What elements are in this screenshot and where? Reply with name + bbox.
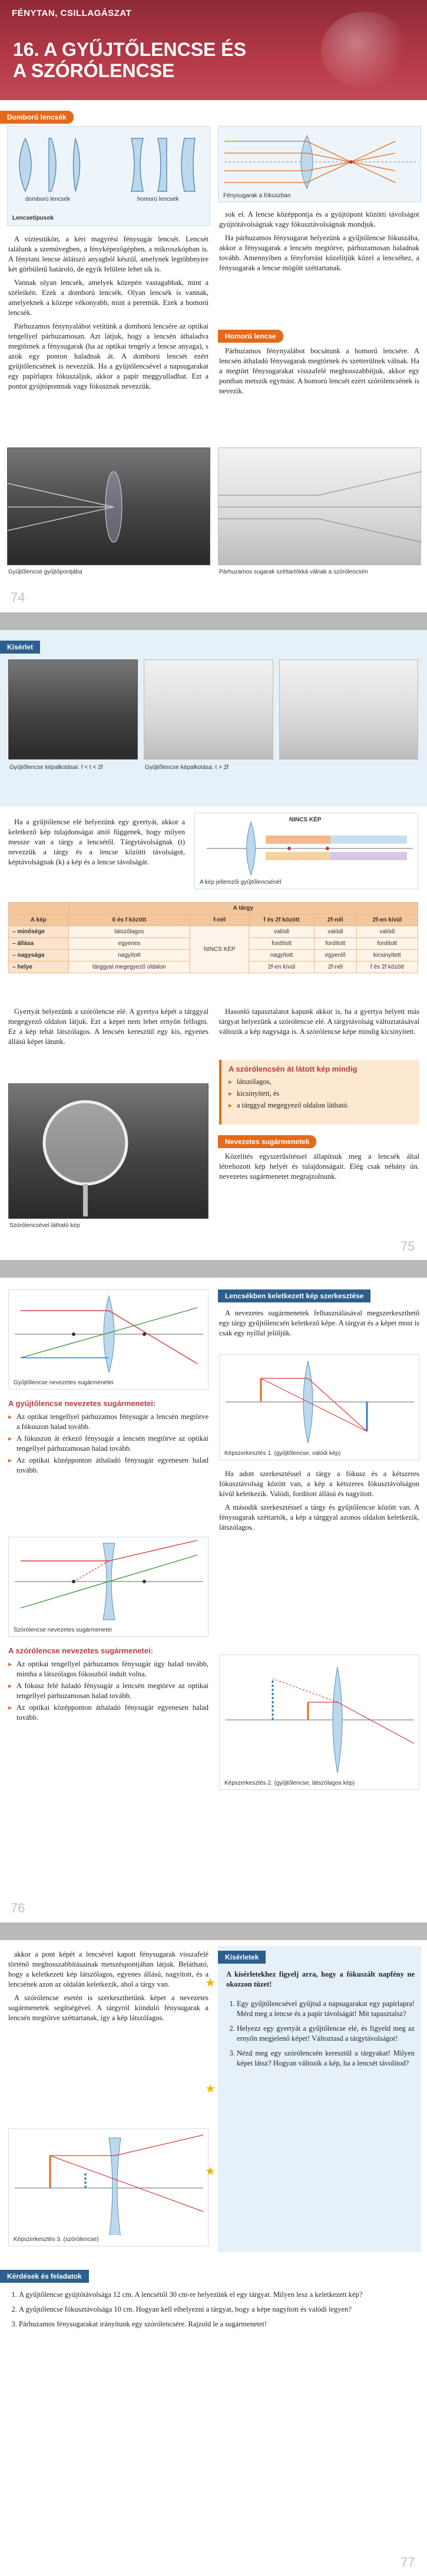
questions-list [8, 2290, 415, 2334]
summary-title: A szórólencsén át látott kép mindig [229, 1065, 358, 1073]
paragraph: Közelítés egyszerűsítéssel állapítsuk meg a lencsék által létrehozott kép helyét és tulajdonságait. Elég csak néhány ún. nevezetes sugármenetet megrajzolnunk. [219, 1152, 419, 1181]
header-decoration [321, 12, 409, 88]
list-item: 2. Helyezz egy gyertyát a gyűjtőlencse elé, és figyeld meg az ernyőn megjelenő képet! Változtasd a tárgytávolságot! [237, 2024, 415, 2044]
concave-image-text [8, 1007, 208, 1050]
photo-rays [8, 448, 211, 566]
tag-experiment: Kísérlet [0, 641, 40, 654]
focus-beam-figure [218, 126, 421, 203]
page-75 [0, 630, 427, 1260]
tag-experiments: Kísérletek [218, 1951, 266, 1964]
table-row: – állása egyenes fordított fordított fordított [9, 938, 418, 950]
list-item: ▶ Az optikai tengellyel párhuzamos fénysugár a lencsén megtörve a fókuszon halad tovább. [8, 1412, 208, 1432]
summary-list [229, 1077, 412, 1110]
virtual-image-construction [220, 1655, 420, 1779]
convex-rays-text [8, 1398, 208, 1477]
construct-figure-2 [219, 1655, 419, 1790]
list-item: 3. Nézd meg egy szórólencsén keresztül a tárgyakat! Milyen képet látsz? Hogyan változik a kép, ha a lencsét távolítod? [237, 2048, 415, 2068]
paragraph: A nevezetes sugármenetek felhasználásával megszerkeszthető egy tárgy gyűjtőlencsén keletkező képe. A tárgyat és a képet most is csak egy nyíllal jelöljük. [219, 1309, 419, 1337]
construct-text [219, 1308, 419, 1342]
list-item: ▶ Az optikai tengellyel párhuzamos fénysugár úgy halad tovább, mintha a látszólagos fókuszból indult volna. [8, 1659, 208, 1679]
figure-label: Lencsetípusok [12, 215, 54, 221]
star-icon: ★ [205, 2164, 216, 2178]
paragraph: Párhuzamos fénynyalábot vetítünk a domború lencsére az optikai tengellyel párhuzamosan. Azt látjuk, hogy a lencsén áthaladva megtörnek a fénysugarak (ha az optikai tengely a lencse anyaga), s azok egy ponton haladnak át. A domború lencsét ezért gyűjtőlencsének is nevezzük. Ha a gyűjtőlencsével a napsugarakat egy papírlapra fókuszáljuk, akkor a papír meggyulladhat. Ezt a pontot gyújtópontnak vagy fókusznak nevezzük. [8, 322, 208, 390]
table-row: – minősége látszólagos NINCS KÉP valódi valódi valódi [9, 926, 418, 938]
diagram-caption: Képszerkesztés 2. (gyűjtőlencse, látszólagos kép) [224, 1780, 355, 1786]
rays-title: A gyűjtőlencse nevezetes sugármenetei: [8, 1399, 156, 1408]
list-item: ▶ látszólagos, [229, 1077, 412, 1087]
concave-construct-figure [8, 2129, 208, 2246]
lens-shapes-illustration [8, 127, 211, 227]
image-properties-text [8, 817, 185, 871]
tag-questions: Kérdések és feladatok [0, 2270, 89, 2283]
table-header: 0 és f között [68, 914, 190, 926]
star-icon: ★ [205, 1975, 216, 1990]
list-item: ▶ kicsinyített, és [229, 1089, 412, 1099]
photo-rays-diverging [219, 448, 422, 566]
tag-convex-lenses: Domború lencsék [0, 111, 74, 124]
concave-lens-photo [8, 1083, 208, 1219]
concave-rays-diagram [8, 1537, 208, 1637]
photo-concave-lens [218, 447, 421, 565]
no-image-cell: NINCS KÉP [190, 926, 249, 973]
col2-text [219, 210, 419, 277]
table-header: f és 2f között [249, 914, 315, 926]
image-properties-diagram [194, 813, 418, 889]
list-item: ▶ Az optikai középponton áthaladó fénysugár egyenesen halad tovább. [8, 1703, 208, 1723]
rays-title: A szórólencse nevezetes sugármenetei: [8, 1646, 153, 1655]
concave-rays-list [8, 1659, 208, 1723]
experiment-photo-2 [144, 659, 273, 760]
paragraph: Vannak olyan lencsék, amelyek közepén vastagabbak, mint a széleikén. Ezek a domború lencsék. Olyan lencsék is vannak, amelyeknek a közepe vékonyabb, mint a peremük. Ezek a homorú lencsék. [8, 279, 208, 317]
converging-rays-diagram [219, 127, 422, 203]
page-number: 75 [400, 1239, 415, 1254]
diagram-caption: Képszerkesztés 1. (gyűjtőlencse, valódi kép) [224, 1450, 341, 1457]
experiments-box [218, 1946, 421, 2252]
paragraph: Gyertyát helyezünk a szórólencse elé. A gyertya képét a tárggyal megegyező oldalon látjuk. Ezt a képet nem lehet ernyőn felfogni. Ez a kép tehát látszólagos. A lencsén keresztül egy kis, egyenes állású képet látunk. [8, 1007, 208, 1046]
diagram-caption: Szórólencse nevezetes sugármenetei [14, 1627, 112, 1633]
magnifier-illustration [9, 1084, 209, 1219]
concave-rays-text [8, 1646, 208, 1725]
list-item: ▶ a tárggyal megegyező oldalon látható. [229, 1100, 412, 1110]
tag-concave-lens: Homorú lencse [218, 330, 283, 343]
page-74 [0, 0, 427, 612]
paragraph: Ha párhuzamos fénysugarat helyezünk a gyűjtőlencse fókuszába, akkor a fénysugarak a lencsén megtörve, párhuzamosan haladnak tovább. Amennyiben a fényforrást közelítjük közel a lencséhez, a fénysugarak a lencse mögött széttartanak. [219, 234, 419, 272]
photo-convex-lens [7, 447, 210, 565]
caption-concave: homorú lencsék [137, 196, 179, 203]
convex-rays-diagram [8, 1289, 208, 1390]
real-image-construction [220, 1355, 420, 1449]
col1-text [8, 234, 208, 395]
list-item: 1. Egy gyűjtőlencsével gyűjtsd a napsugarakat egy papírlapra! Mérd meg a lencse és a papír távolságát! Mit tapasztalsz? [237, 1999, 415, 2019]
list-item: 2. A gyűjtőlencse fókusztávolsága 10 cm. Hogyan kell elhelyezni a tárgyat, hogy a képe nagyított és valódi legyen? [19, 2305, 415, 2315]
caption-convex: domború lencsék [25, 196, 71, 203]
table-title: A tárgy [68, 903, 418, 914]
paragraph: akkor a pont képét a lencsével kapott fénysugarak visszafelé történő meghosszabbításainak metszéspontjában látjuk. Belátható, hogy a keletkezett kép látszólagos, egyenes állású, nagyított, és a lencsének azon az oldalán keletkezik, ahol a tárgy van. [8, 1950, 208, 1988]
experiment-photo-3 [279, 659, 418, 760]
paragraph: sok el. A lencse középpontja és a gyújtópont közötti távolságot gyújtótávolságnak vagy fókusztávolságnak mondjuk. [219, 210, 419, 228]
diagram-caption: Gyűjtőlencse nevezetes sugármenetei [14, 1380, 114, 1386]
experiment-caption-1: Gyűjtőlencse képalkotásai: f < t < 2f [9, 764, 103, 771]
convex-ray-paths [9, 1290, 209, 1378]
image-properties-table [8, 902, 418, 973]
list-item: 3. Párhuzamos fénysugarakat irányítunk egy szórólencsére. Rajzold le a sugármenetet! [19, 2319, 415, 2329]
diagram-caption: Képszerkesztés 3. (szórólencse) [14, 2236, 99, 2243]
table-header: A kép [9, 914, 69, 926]
paragraph: A víztestükön, a kéri magyrési fénysugár lencsét. Lencsét találunk a szemüvegben, a fényképezőgépben, a mikroszkópban is. A fénytani lencse átlátszó anyagból készül, amelynek legtöbbnyire két görbületű határoló, de egyik felülete lehet sík is. [8, 235, 208, 273]
concave-image-construction [9, 2129, 209, 2235]
chapter-header [0, 0, 427, 100]
table-row: – nagysága nagyított nagyított egyenlő kicsinyített [9, 950, 418, 962]
chapter-title: 16. A GYŰJTŐLENCSE ÉS A SZÓRÓLENCSE [13, 39, 246, 81]
list-item: ▶ Az optikai középponton áthaladó fénysugár egyenesen halad tovább. [8, 1456, 208, 1476]
diagram-caption: A kép jellemzői gyűjtőlencsénél [200, 879, 282, 886]
paragraph: Ha a gyűjtőlencse elé helyezünk egy gyertyát, akkor a keletkező kép tulajdonságai attól függenek, hogy milyen messze van a tárgy a lencsétől. Tárgytávolságnak (t) nevezzük a tárgy és a lencse közötti távolságot, képtávolságnak (k) a kép és a lencse távolságát. [8, 818, 185, 866]
paragraph: Hasonló tapasztalatot kapunk akkor is, ha a gyertya helyett más tárgyat helyezünk a szórólencse elé. A tárgytávolság változtatásával változik a kép nagysága is. A szórólencse képe mindig kicsinyített. [219, 1007, 419, 1036]
list-item: ▶ A fókusz felé haladó fénysugár a lencsén megtörve az optikai tengellyel párhuzamosan halad tovább. [8, 1681, 208, 1701]
page-number: 74 [11, 590, 25, 605]
caption-beam: Fénysugarak a fókuszban [223, 193, 291, 199]
construct-text-2 [219, 1469, 419, 1536]
table-header: 2f-nél [314, 914, 356, 926]
page-number: 76 [11, 1901, 25, 1915]
experiment-list [226, 1999, 415, 2073]
paragraph: Párhuzamos fénynyalábot bocsátunk a homorú lencsére. A lencsén áthaladó fénysugarak megtörnek és szétterülnek válnak. Ha a megtört fénysugarakat visszafelé meghosszabbítjuk, akkor egy pontban metszik egymást. A homorú lencsét ezért szórólencsének is nevezik. [219, 347, 419, 395]
list-item: 1. A gyűjtőlencse gyújtótávolsága 12 cm. A lencsétől 30 cm-re helyezünk el egy tárgyat. Milyen lesz a keletkezett kép? [19, 2290, 415, 2300]
photo1-caption: Gyűjtőlencse gyűjtőpontjába [8, 569, 82, 575]
page-77 [0, 1940, 427, 2576]
experiment-caption-2: Gyűjtőlencse képalkotása: t > 2f [145, 764, 229, 771]
photo2-caption: Párhuzamos sugarak széttartókká válnak a szórólencsén [219, 569, 368, 575]
construct-figure-1 [219, 1354, 419, 1460]
convex-rays-list [8, 1412, 208, 1476]
lens-types-figure [7, 126, 210, 226]
paragraph: Ha adott szerkesztéssel a tárgy a fókusz és a kétszeres fókusztávolság között van, a kép a kétszeres fókusztávolságon kívül keletkezik. Valódi, fordított állású és nagyított. [219, 1470, 419, 1498]
col2-text [219, 1007, 419, 1040]
summary-box [219, 1060, 419, 1125]
table-header: 2f-en kívül [356, 914, 418, 926]
concave-ray-paths [9, 1537, 209, 1626]
experiment-photo-1 [8, 659, 138, 760]
table-header: f-nél [190, 914, 249, 926]
star-icon: ★ [205, 2081, 216, 2096]
list-item: ▶ A fókuszon át érkező fénysugár a lencsén megtörve az optikai tengellyel párhuzamosan halad tovább. [8, 1434, 208, 1454]
tag-construct: Lencsékben keletkezett kép szerkesztése [218, 1289, 370, 1302]
page-76 [0, 1278, 427, 1922]
concave-text [219, 346, 419, 400]
section-label: FÉNYTAN, CSILLAGÁSZAT [12, 8, 132, 18]
paragraph: A második szerkesztéssel a tárgy és gyűjtőlencse között van. A fénysugarak széttartók, a kép a tárggyal azonos oldalon keletkezik, látszólagos. [219, 1503, 419, 1531]
no-image-label: NINCS KÉP [289, 817, 322, 823]
col1-text [8, 1950, 208, 2027]
table-row: – helye tárggyal megegyező oldalon 2f-en kívül 2f-nél f és 2f között [9, 962, 418, 973]
paragraph: A szórólencse esetén is szerkeszthetünk képet a nevezetes sugármenetek segítségével. A tárgyról kiinduló fénysugarak a lencsén megtörve széttartanak, így a kép látszólagos. [8, 1994, 208, 2022]
page-number: 77 [400, 2555, 415, 2570]
terms-text [219, 1152, 419, 1185]
experiment-warning: A kísérletekhez figyelj arra, hogy a fókuszált napfény ne okozzon tüzet! [226, 1970, 415, 1988]
concave-photo-caption: Szórólencsével látható kép [9, 1222, 80, 1229]
tag-terms: Nevezetes sugármenetek [218, 1135, 316, 1148]
